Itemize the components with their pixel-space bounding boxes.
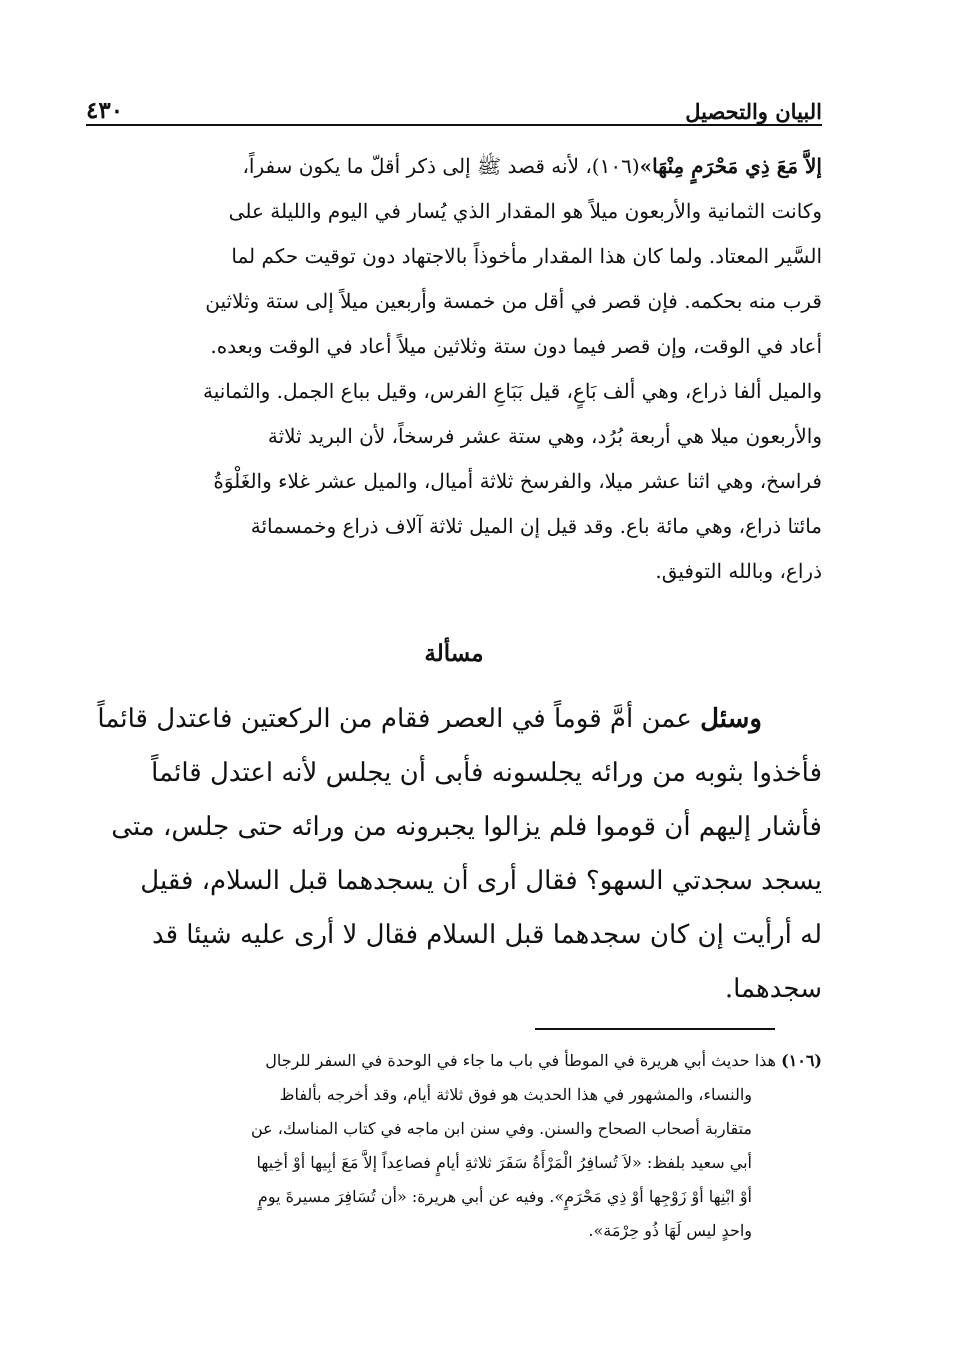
body-line: قرب منه بحكمه. فإن قصر في أقل من خمسة وأربعين ميلاً إلى ستة وثلاثين bbox=[205, 289, 822, 313]
footnote-line: واحدٍ ليس لَهَا ذُو حِرْمَة». bbox=[588, 1221, 752, 1240]
body-line: السَّير المعتاد. ولما كان هذا المقدار مأخوذاً بالاجتهاد دون توقيت حكم لما bbox=[231, 244, 822, 268]
body-text bbox=[86, 144, 822, 594]
question-line: له أرأيت إن كان سجدهما قبل السلام فقال لا أرى عليه شيئا قد bbox=[151, 920, 822, 950]
footnote-number: (١٠٦) bbox=[781, 1051, 822, 1070]
question-text bbox=[86, 692, 822, 1016]
body-line: إلاَّ مَعَ ذِي مَحْرَمٍ مِنْهَا»(١٠٦)، لأنه قصد ﷺ إلى ذكر أقلّ ما يكون سفراً، bbox=[242, 154, 822, 178]
footnote-line: (١٠٦) هذا حديث أبي هريرة في الموطأ في باب ما جاء في الوحدة في السفر للرجال bbox=[265, 1051, 822, 1070]
body-line: والميل ألفا ذراع، وهي ألف بَاعٍ، قيل بَبَاعِ الفرس، وقيل بباع الجمل. والثمانية bbox=[202, 379, 822, 403]
book-title: البيان والتحصيل bbox=[685, 99, 822, 124]
footnote-line: متقاربة أصحاب الصحاح والسنن. وفي سنن ابن ماجه في كتاب المناسك، عن bbox=[250, 1119, 752, 1138]
page-number: ٤٣٠ bbox=[86, 97, 124, 124]
footnotes bbox=[86, 1044, 822, 1248]
body-line: وكانت الثمانية والأربعون ميلاً هو المقدار الذي يُسار في اليوم والليلة على bbox=[228, 199, 822, 223]
body-line: مائتا ذراع، وهي مائة باع. وقد قيل إن الميل ثلاثة آلاف ذراع وخمسمائة bbox=[250, 514, 822, 538]
question-line: وسئل عمن أمَّ قوماً في العصر فقام من الركعتين فاعتدل قائماً bbox=[97, 704, 762, 734]
footnote-line: أبي سعيد بلفظ: «لاَ تُسافِرُ الْمَرْأَةُ سَفَرَ ثلاثةِ أيامٍ فصاعِداً إلاَّ مَعَ أبِيها أوْ أخِيها bbox=[256, 1153, 752, 1172]
page-header bbox=[86, 84, 822, 124]
footnote-line: أوْ ابْنِها أوْ زَوْجِها أوْ ذِي مَحْرَمٍ». وفيه عن أبي هريرة: «أن تُسَافِرَ مسيرةَ يومٍ bbox=[257, 1187, 752, 1206]
body-line: ذراع، وبالله التوفيق. bbox=[655, 559, 822, 583]
body-line: فراسخ، وهي اثنا عشر ميلا، والفرسخ ثلاثة أميال، والميل عشر غلاء والغَلْوَةُ bbox=[213, 469, 822, 493]
question-line: سجدهما. bbox=[724, 974, 822, 1004]
section-heading: مسألة bbox=[424, 640, 484, 667]
header-divider bbox=[86, 124, 822, 126]
body-line: والأربعون ميلا هي أربعة بُرُد، وهي ستة عشر فرسخاً، لأن البريد ثلاثة bbox=[267, 424, 822, 448]
question-line: فأخذوا بثوبه من ورائه يجلسونه فأبى أن يجلس لأنه اعتدل قائماً bbox=[151, 758, 822, 788]
body-line: أعاد في الوقت، وإن قصر فيما دون ستة وثلاثين ميلاً أعاد في الوقت وبعده. bbox=[210, 334, 822, 358]
footnote-line: والنساء، والمشهور في هذا الحديث هو فوق ثلاثة أيام، وقد أخرجه بألفاظ bbox=[279, 1085, 752, 1104]
footnote-divider bbox=[535, 1028, 775, 1030]
question-line: فأشار إليهم أن قوموا فلم يزالوا يجبرونه من ورائه حتى جلس، متى bbox=[111, 812, 822, 842]
question-line: يسجد سجدتي السهو؟ فقال أرى أن يسجدهما قبل السلام، فقيل bbox=[140, 866, 822, 896]
